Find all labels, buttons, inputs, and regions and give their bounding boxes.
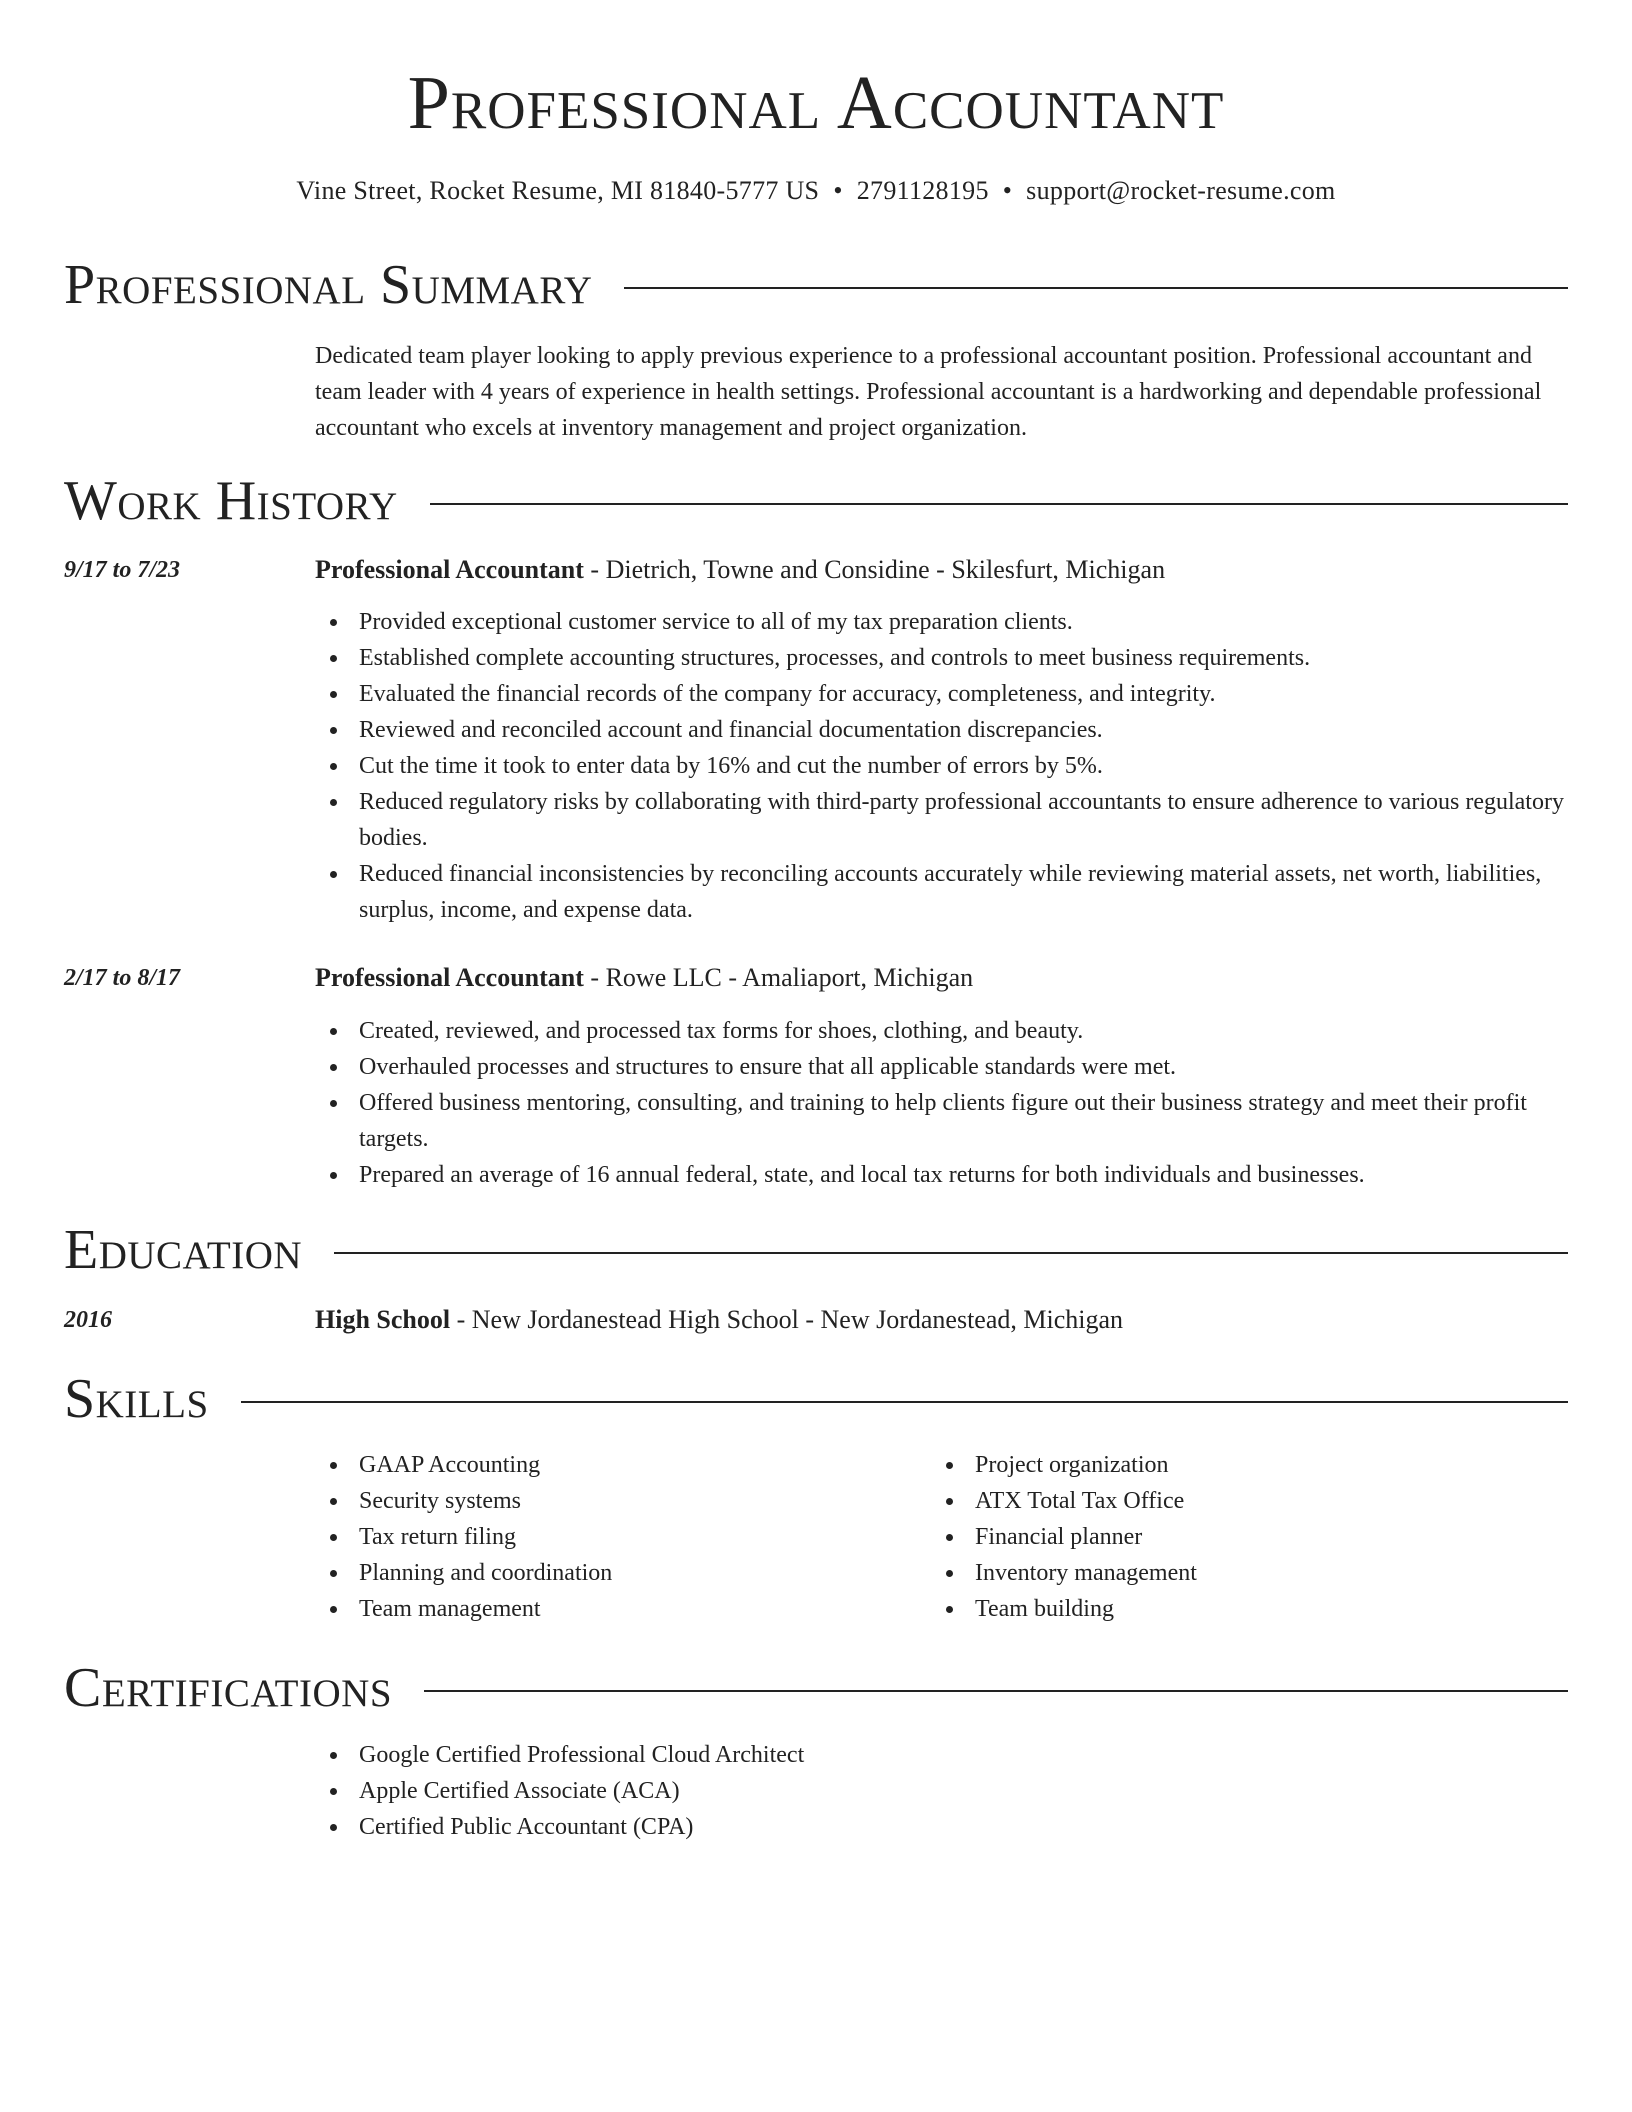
list-item: Apple Certified Associate (ACA) [315,1773,1565,1809]
list-item: Financial planner [931,1519,1531,1555]
education-line [315,1302,1123,1338]
list-item: Created, reviewed, and processed tax forms for shoes, clothing, and beauty. [315,1013,1565,1049]
education-degree: High School [315,1305,451,1334]
section-header-skills [64,1364,1568,1434]
list-item: Team building [931,1591,1531,1627]
job-bullets [315,604,1565,928]
contact-separator: • [1002,176,1013,205]
skills-list-left [315,1447,915,1627]
list-item: Offered business mentoring, consulting, and training to help clients figure out their business strategy and meet their profit targets. [315,1085,1565,1157]
list-item: Project organization [931,1447,1531,1483]
job-employer: - Rowe LLC - Amaliaport, Michigan [583,963,974,992]
section-divider [334,1252,1568,1254]
contact-address: Vine Street, Rocket Resume, MI 81840-5777 US [296,176,820,205]
contact-line [0,174,1632,208]
education-school: - New Jordanestead High School - New Jordanestead, Michigan [450,1305,1124,1334]
section-divider [624,287,1568,289]
list-item: Inventory management [931,1555,1531,1591]
job-role: Professional Accountant [315,963,584,992]
skills-list-right [931,1447,1531,1627]
list-item: Tax return filing [315,1519,915,1555]
section-title-summary: Professional Summary [64,254,593,316]
page-title: Professional Accountant [407,61,1225,145]
summary-text: Dedicated team player looking to apply previous experience to a professional accountant position. Professional accountant and team leader with 4 years of experience in health settings. Professional accountant is a hardworking and dependable professional accountant who excels at inventory management and project organization. [315,343,1542,441]
list-item: Prepared an average of 16 annual federal, state, and local tax returns for both individuals and businesses. [315,1157,1565,1193]
section-title-education: Education [64,1219,303,1281]
list-item: Established complete accounting structures, processes, and controls to meet business requirements. [315,640,1565,676]
list-item: Reduced financial inconsistencies by reconciling accounts accurately while reviewing material assets, net worth, liabilities, surplus, income, and expense data. [315,856,1565,928]
list-item: Team management [315,1591,915,1627]
section-header-work-history [64,466,1568,536]
job-dates: 2/17 to 8/17 [64,965,181,991]
job-employer: - Dietrich, Towne and Considine - Skilesfurt, Michigan [583,555,1166,584]
list-item: GAAP Accounting [315,1447,915,1483]
list-item: Reviewed and reconciled account and financial documentation discrepancies. [315,712,1565,748]
job-title-line [315,552,1165,588]
list-item: Cut the time it took to enter data by 16% and cut the number of errors by 5%. [315,748,1565,784]
job-dates: 9/17 to 7/23 [64,557,181,583]
job-role: Professional Accountant [315,555,584,584]
job-title-line [315,960,973,996]
list-item: Google Certified Professional Cloud Architect [315,1737,1565,1773]
section-header-summary [64,250,1568,320]
list-item: Certified Public Accountant (CPA) [315,1809,1565,1845]
contact-email: support@rocket-resume.com [1026,176,1336,205]
section-header-education [64,1215,1568,1285]
list-item: Evaluated the financial records of the company for accuracy, completeness, and integrity. [315,676,1565,712]
list-item: ATX Total Tax Office [931,1483,1531,1519]
contact-separator: • [833,176,843,205]
section-divider [430,503,1568,505]
list-item: Security systems [315,1483,915,1519]
list-item: Planning and coordination [315,1555,915,1591]
section-title-certifications: Certifications [64,1657,393,1719]
section-header-certifications [64,1653,1568,1723]
section-title-work-history: Work History [64,470,398,532]
section-title-skills: Skills [64,1368,209,1430]
job-bullets [315,1013,1565,1193]
list-item: Provided exceptional customer service to all of my tax preparation clients. [315,604,1565,640]
education-year: 2016 [64,1307,112,1333]
section-divider [241,1401,1568,1403]
certifications-list [315,1737,1565,1845]
list-item: Reduced regulatory risks by collaborating with third-party professional accountants to ensure adherence to various regulatory bodies. [315,784,1565,856]
list-item: Overhauled processes and structures to ensure that all applicable standards were met. [315,1049,1565,1085]
contact-phone: 2791128195 [856,176,989,205]
section-divider [424,1690,1568,1692]
